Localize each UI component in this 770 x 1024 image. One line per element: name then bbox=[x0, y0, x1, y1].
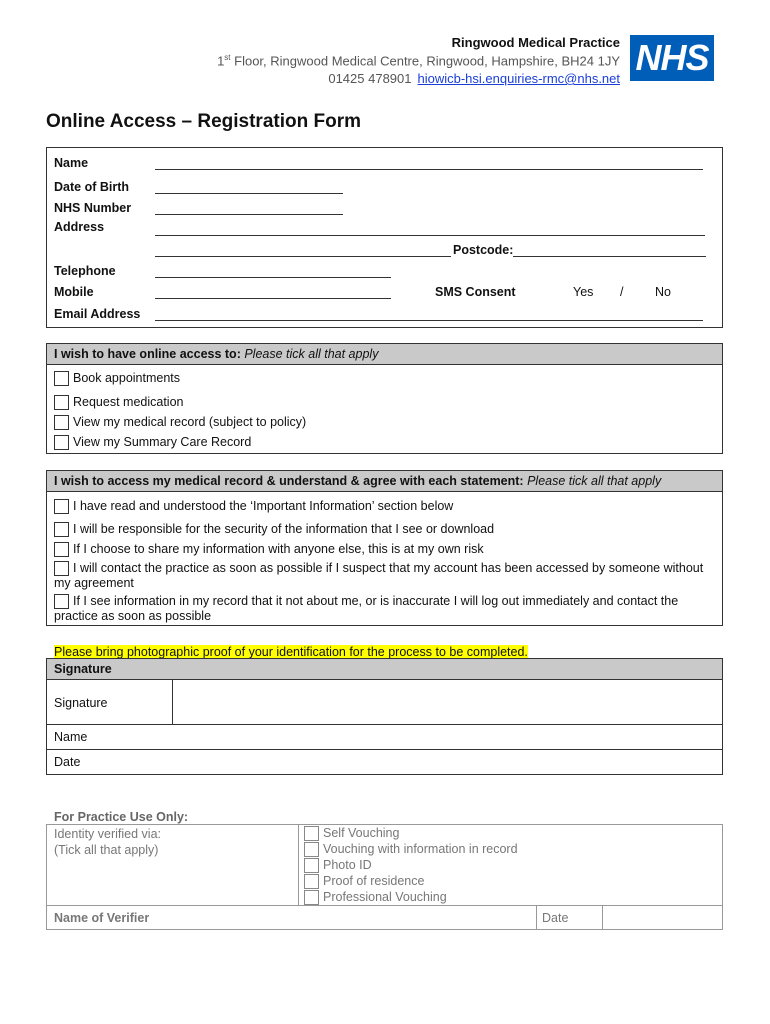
address-field-line2[interactable] bbox=[155, 256, 451, 257]
signature-heading: Signature bbox=[47, 659, 722, 680]
online-access-section bbox=[46, 343, 723, 454]
statement-item[interactable] bbox=[54, 499, 714, 514]
address-floor: 1 bbox=[217, 53, 225, 69]
access-option-label: View my medical record (subject to policy) bbox=[73, 415, 307, 429]
verify-option-label: Professional Vouching bbox=[323, 890, 447, 904]
nhs-number-label: NHS Number bbox=[54, 201, 132, 215]
checkbox[interactable] bbox=[304, 826, 319, 841]
practice-name: Ringwood Medical Practice bbox=[451, 35, 620, 50]
mobile-field[interactable] bbox=[155, 298, 391, 299]
address-label: Address bbox=[54, 220, 105, 234]
medical-record-heading-note: Please tick all that apply bbox=[527, 474, 662, 488]
verifier-date-field[interactable] bbox=[603, 906, 721, 929]
verify-option[interactable] bbox=[304, 874, 424, 889]
verifier-date-label: Date bbox=[542, 911, 569, 925]
tick-note: (Tick all that apply) bbox=[54, 843, 159, 857]
checkbox[interactable] bbox=[54, 371, 69, 386]
statement-text: I will be responsible for the security of the information that I see or download bbox=[73, 522, 495, 536]
checkbox[interactable] bbox=[54, 594, 69, 609]
verify-option[interactable] bbox=[304, 826, 399, 841]
verify-option-label: Photo ID bbox=[323, 858, 372, 872]
dob-label: Date of Birth bbox=[54, 180, 129, 194]
name-label: Name bbox=[54, 156, 89, 170]
signature-field[interactable] bbox=[173, 681, 722, 723]
checkbox[interactable] bbox=[54, 499, 69, 514]
telephone-field[interactable] bbox=[155, 277, 391, 278]
postcode-label: Postcode: bbox=[453, 243, 514, 257]
medical-record-section bbox=[46, 470, 723, 626]
statement-item[interactable] bbox=[54, 561, 714, 591]
identity-label: Identity verified via: bbox=[54, 827, 161, 841]
statement-text: I will contact the practice as soon as possible if I suspect that my account has been accessed by someone without my agreement bbox=[54, 561, 704, 591]
access-option[interactable] bbox=[54, 395, 183, 410]
date-row-label: Date bbox=[54, 755, 81, 769]
dob-field[interactable] bbox=[155, 193, 343, 194]
postcode-field[interactable] bbox=[513, 256, 706, 257]
online-access-heading-note: Please tick all that apply bbox=[244, 347, 379, 361]
practice-use-title: For Practice Use Only: bbox=[54, 810, 189, 824]
practice-contact bbox=[328, 71, 620, 86]
checkbox[interactable] bbox=[304, 874, 319, 889]
email-label: Email Address bbox=[54, 307, 141, 321]
statement-item[interactable] bbox=[54, 542, 714, 557]
statement-text: I have read and understood the ‘Important Information’ section below bbox=[73, 499, 454, 513]
verify-option[interactable] bbox=[304, 842, 518, 857]
divider bbox=[298, 825, 299, 905]
statement-item[interactable] bbox=[54, 522, 714, 537]
name-field[interactable] bbox=[155, 169, 703, 170]
name-field[interactable] bbox=[173, 725, 722, 748]
nhs-logo: NHS bbox=[630, 35, 714, 81]
personal-details-section bbox=[46, 147, 723, 328]
checkbox[interactable] bbox=[54, 415, 69, 430]
sms-consent-label: SMS Consent bbox=[435, 285, 516, 299]
checkbox[interactable] bbox=[54, 542, 69, 557]
verify-option-label: Vouching with information in record bbox=[323, 842, 518, 856]
signature-section bbox=[46, 658, 723, 775]
access-option-label: View my Summary Care Record bbox=[73, 435, 252, 449]
access-option[interactable] bbox=[54, 415, 306, 430]
checkbox[interactable] bbox=[304, 858, 319, 873]
signature-row-label: Signature bbox=[54, 696, 108, 710]
checkbox[interactable] bbox=[54, 522, 69, 537]
divider bbox=[536, 905, 537, 929]
page-title: Online Access – Registration Form bbox=[46, 111, 361, 132]
checkbox[interactable] bbox=[54, 561, 69, 576]
verifier-label: Name of Verifier bbox=[54, 911, 150, 925]
medical-record-heading bbox=[47, 471, 722, 492]
online-access-heading bbox=[47, 344, 722, 365]
sms-no-option[interactable]: No bbox=[655, 285, 671, 299]
verifier-field[interactable] bbox=[299, 906, 536, 929]
address-rest: Floor, Ringwood Medical Centre, Ringwood, Hampshire, BH24 1JY bbox=[230, 53, 620, 69]
access-option[interactable] bbox=[54, 371, 180, 386]
statement-text: If I choose to share my information with anyone else, this is at my own risk bbox=[73, 542, 484, 556]
sms-separator: / bbox=[620, 285, 624, 299]
checkbox[interactable] bbox=[54, 395, 69, 410]
address-sup: st bbox=[224, 53, 231, 62]
statement-text: If I see information in my record that it not about me, or is inaccurate I will log out immediately and contact the practice as soon as possible bbox=[54, 594, 679, 624]
date-field[interactable] bbox=[173, 750, 722, 774]
name-row-label: Name bbox=[54, 730, 88, 744]
access-option[interactable] bbox=[54, 435, 251, 450]
practice-address bbox=[217, 53, 620, 68]
verify-option[interactable] bbox=[304, 858, 372, 873]
practice-email-link[interactable]: hiowicb-hsi.enquiries-rmc@nhs.net bbox=[417, 71, 620, 86]
verify-option[interactable] bbox=[304, 890, 447, 905]
checkbox[interactable] bbox=[304, 842, 319, 857]
practice-use-section bbox=[46, 824, 723, 930]
sms-yes-option[interactable]: Yes bbox=[573, 285, 594, 299]
checkbox[interactable] bbox=[54, 435, 69, 450]
access-option-label: Request medication bbox=[73, 395, 184, 409]
verify-option-label: Proof of residence bbox=[323, 874, 425, 888]
online-access-heading-text: I wish to have online access to: bbox=[54, 347, 241, 361]
statement-item[interactable] bbox=[54, 594, 714, 624]
id-notice-text: Please bring photographic proof of your identification for the process to be completed. bbox=[54, 645, 528, 659]
checkbox[interactable] bbox=[304, 890, 319, 905]
email-field[interactable] bbox=[155, 320, 703, 321]
medical-record-heading-text: I wish to access my medical record & understand & agree with each statement: bbox=[54, 474, 524, 488]
nhs-number-field[interactable] bbox=[155, 214, 343, 215]
telephone-label: Telephone bbox=[54, 264, 116, 278]
access-option-label: Book appointments bbox=[73, 371, 181, 385]
practice-phone: 01425 478901 bbox=[328, 71, 412, 86]
verify-option-label: Self Vouching bbox=[323, 826, 400, 840]
address-field-line1[interactable] bbox=[155, 235, 705, 236]
mobile-label: Mobile bbox=[54, 285, 94, 299]
